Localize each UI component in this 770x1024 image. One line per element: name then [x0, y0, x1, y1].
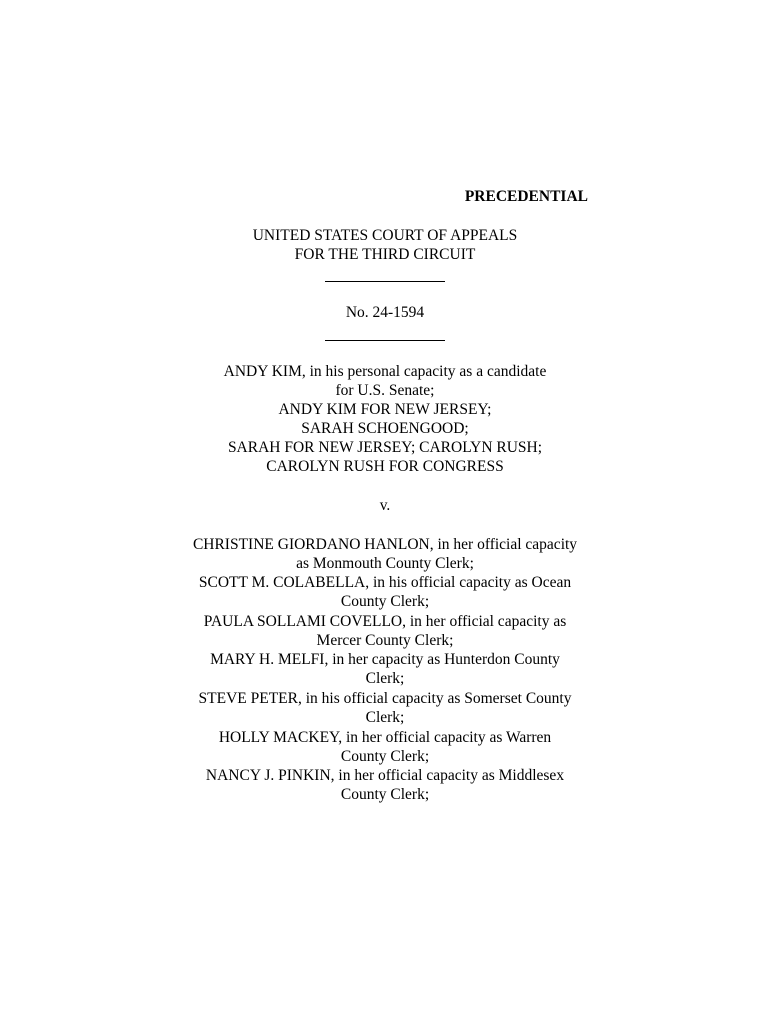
versus: v. — [379, 497, 391, 514]
separator-rule-bottom — [325, 340, 445, 341]
defendant-line: County Clerk; — [340, 593, 430, 610]
plaintiff-line: ANDY KIM, in his personal capacity as a candidate — [223, 363, 547, 380]
plaintiff-line: SARAH SCHOENGOOD; — [301, 420, 469, 437]
plaintiff-line: CAROLYN RUSH FOR CONGRESS — [266, 458, 504, 475]
defendant-line: Mercer County Clerk; — [316, 632, 454, 649]
defendant-line: STEVE PETER, in his official capacity as Somerset County — [198, 690, 572, 707]
defendant-line: HOLLY MACKEY, in her official capacity as Warren — [218, 729, 552, 746]
plaintiff-line: SARAH FOR NEW JERSEY; CAROLYN RUSH; — [227, 439, 543, 456]
defendant-line: NANCY J. PINKIN, in her official capacity as Middlesex — [205, 767, 565, 784]
defendant-line: Clerk; — [365, 709, 405, 726]
plaintiff-line: ANDY KIM FOR NEW JERSEY; — [278, 401, 492, 418]
defendant-line: Clerk; — [365, 670, 405, 687]
separator-rule-top — [325, 281, 445, 282]
defendant-line: as Monmouth County Clerk; — [296, 555, 474, 572]
defendant-line: County Clerk; — [340, 786, 430, 803]
opinion-designation: PRECEDENTIAL — [464, 188, 588, 205]
court-name-line-1: UNITED STATES COURT OF APPEALS — [252, 227, 518, 244]
defendant-line: PAULA SOLLAMI COVELLO, in her official capacity as — [203, 613, 567, 630]
defendant-line: SCOTT M. COLABELLA, in his official capacity as Ocean — [198, 574, 572, 591]
plaintiff-line: for U.S. Senate; — [335, 382, 435, 399]
defendant-line: MARY H. MELFI, in her capacity as Hunterdon County — [210, 651, 560, 668]
court-name-line-2: FOR THE THIRD CIRCUIT — [294, 246, 476, 263]
defendant-line: CHRISTINE GIORDANO HANLON, in her official capacity — [192, 536, 578, 553]
defendant-line: County Clerk; — [340, 748, 430, 765]
case-number: No. 24-1594 — [345, 304, 425, 321]
